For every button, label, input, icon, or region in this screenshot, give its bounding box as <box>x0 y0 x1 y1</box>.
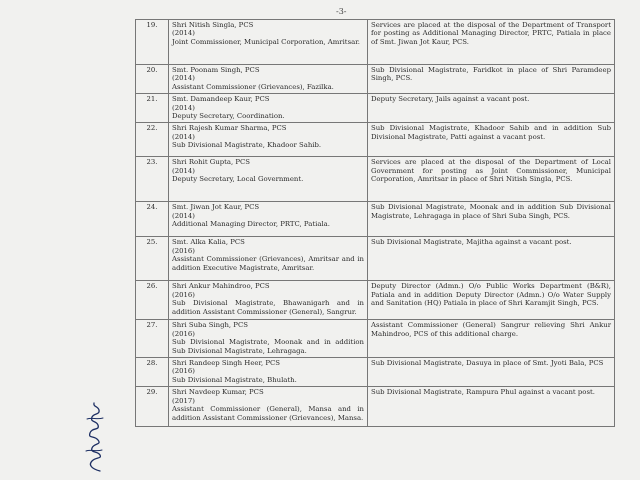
serial-number: 23. <box>136 157 169 202</box>
officer-current-post: Assistant Commissioner (General), Mansa and in addition Assistant Commissioner (Grievances), Mansa. <box>172 405 364 422</box>
posting-remarks: Sub Divisional Magistrate, Moonak and in addition Sub Divisional Magistrate, Lehragaga in place of Shri Suba Singh, PCS. <box>368 202 615 237</box>
posting-remarks: Sub Divisional Magistrate, Rampura Phul against a vacant post. <box>368 387 615 427</box>
officer-current-post: Sub Divisional Magistrate, Bhulath. <box>172 375 297 384</box>
table-row <box>136 320 615 358</box>
officer-cell <box>169 387 368 427</box>
officer-batch-year: (2016) <box>172 290 195 299</box>
officer-current-post: Additional Managing Director, PRTC, Patiala. <box>172 220 330 229</box>
officer-name: Shri Rajesh Kumar Sharma, PCS <box>172 124 287 133</box>
officer-current-post: Assistant Commissioner (Grievances), Fazilka. <box>172 82 334 91</box>
officer-batch-year: (2016) <box>172 329 195 338</box>
table-row <box>136 20 615 65</box>
officer-name: Shri Suba Singh, PCS <box>172 321 248 330</box>
transfer-orders-table <box>135 19 615 427</box>
officer-name: Shri Randeep Singh Heer, PCS <box>172 359 281 368</box>
table-row <box>136 123 615 157</box>
posting-remarks: Services are placed at the disposal of the Department of Transport for posting as Additional Managing Director, PRTC, Patiala in place of Smt. Jiwan Jot Kaur, PCS. <box>368 20 615 65</box>
officer-name: Smt. Jiwan Jot Kaur, PCS <box>172 203 260 212</box>
table-row <box>136 387 615 427</box>
officer-current-post: Deputy Secretary, Local Government. <box>172 175 304 184</box>
officer-name: Smt. Damandeep Kaur, PCS <box>172 95 270 104</box>
serial-number: 24. <box>136 202 169 237</box>
officer-cell <box>169 123 368 157</box>
officer-cell <box>169 320 368 358</box>
posting-remarks: Sub Divisional Magistrate, Faridkot in place of Shri Paramdeep Singh, PCS. <box>368 65 615 94</box>
officer-current-post: Sub Divisional Magistrate, Khadoor Sahib. <box>172 141 322 150</box>
officer-cell <box>169 202 368 237</box>
posting-remarks: Sub Divisional Magistrate, Dasuya in place of Smt. Jyoti Bala, PCS <box>368 358 615 387</box>
table-row <box>136 157 615 202</box>
table-row <box>136 237 615 281</box>
signature-image <box>78 395 110 475</box>
posting-remarks: Deputy Secretary, Jails against a vacant post. <box>368 94 615 123</box>
officer-cell <box>169 157 368 202</box>
officer-current-post: Sub Divisional Magistrate, Bhawanigarh and in addition Assistant Commissioner (General), Sangrur. <box>172 299 364 316</box>
officer-name: Shri Navdeep Kumar, PCS <box>172 388 264 397</box>
posting-remarks: Sub Divisional Magistrate, Majitha against a vacant post. <box>368 237 615 281</box>
officer-cell <box>169 281 368 320</box>
officer-batch-year: (2014) <box>172 166 195 175</box>
serial-number: 25. <box>136 237 169 281</box>
table-row <box>136 202 615 237</box>
posting-remarks: Assistant Commissioner (General) Sangrur relieving Shri Ankur Mahindroo, PCS of this additional charge. <box>368 320 615 358</box>
officer-current-post: Joint Commissioner, Municipal Corporation, Amritsar. <box>172 37 360 46</box>
serial-number: 28. <box>136 358 169 387</box>
officer-name: Smt. Poonam Singh, PCS <box>172 66 260 74</box>
posting-remarks: Deputy Director (Admn.) O/o Public Works Department (B&R), Patiala and in addition Deputy Director (Admn.) O/o Water Supply and Sanitation (HQ) Patiala in place of Shri Karamjit Singh, PCS. <box>368 281 615 320</box>
table-row <box>136 281 615 320</box>
officer-batch-year: (2014) <box>172 103 195 112</box>
officer-batch-year: (2014) <box>172 29 195 38</box>
officer-current-post: Sub Divisional Magistrate, Moonak and in addition Sub Divisional Magistrate, Lehragaga. <box>172 338 364 355</box>
officer-cell <box>169 94 368 123</box>
officer-name: Shri Ankur Mahindroo, PCS <box>172 282 270 291</box>
officer-cell <box>169 358 368 387</box>
serial-number: 29. <box>136 387 169 427</box>
officer-cell <box>169 65 368 94</box>
officer-current-post: Deputy Secretary, Coordination. <box>172 112 285 121</box>
officer-current-post: Assistant Commissioner (Grievances), Amritsar and in addition Executive Magistrate, Amritsar. <box>172 255 364 272</box>
officer-batch-year: (2014) <box>172 132 195 141</box>
posting-remarks: Services are placed at the disposal of the Department of Local Government for posting as Joint Commissioner, Municipal Corporation, Amritsar in place of Shri Nitish Singla, PCS. <box>368 157 615 202</box>
officer-name: Shri Rohit Gupta, PCS <box>172 158 251 167</box>
officer-cell <box>169 237 368 281</box>
serial-number: 26. <box>136 281 169 320</box>
serial-number: 21. <box>136 94 169 123</box>
serial-number: 20. <box>136 65 169 94</box>
serial-number: 19. <box>136 20 169 65</box>
page-number: -3- <box>336 7 347 16</box>
officer-batch-year: (2016) <box>172 246 195 255</box>
officer-batch-year: (2014) <box>172 74 195 83</box>
posting-remarks: Sub Divisional Magistrate, Khadoor Sahib and in addition Sub Divisional Magistrate, Patti against a vacant post. <box>368 123 615 157</box>
table-row <box>136 358 615 387</box>
officer-batch-year: (2016) <box>172 367 195 376</box>
officer-cell <box>169 20 368 65</box>
serial-number: 27. <box>136 320 169 358</box>
officer-name: Smt. Alka Kalia, PCS <box>172 238 245 247</box>
officer-batch-year: (2017) <box>172 396 195 405</box>
table-row <box>136 65 615 94</box>
table-row <box>136 94 615 123</box>
officer-batch-year: (2014) <box>172 211 195 220</box>
serial-number: 22. <box>136 123 169 157</box>
officer-name: Shri Nitish Singla, PCS <box>172 21 254 29</box>
